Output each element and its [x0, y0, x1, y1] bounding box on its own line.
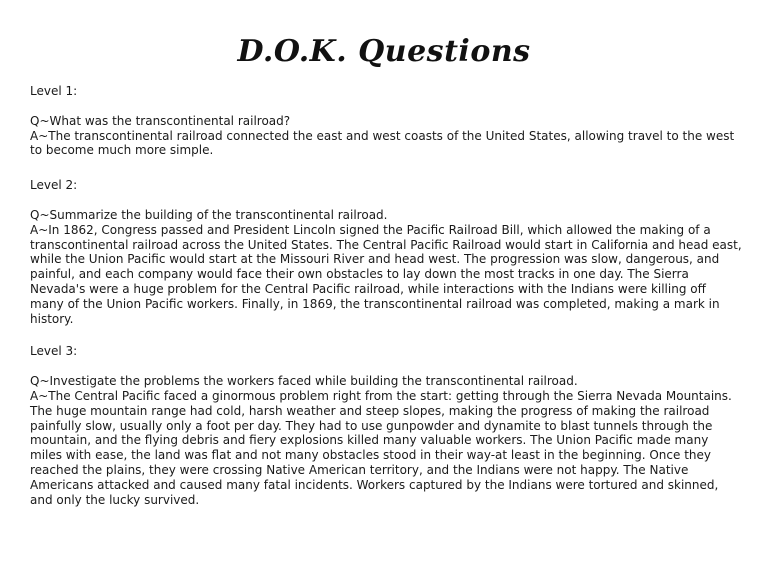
level-2-label: Level 2:: [30, 178, 78, 193]
level-3-label: Level 3:: [30, 344, 78, 359]
level-1-label: Level 1:: [30, 84, 78, 98]
level-3-question: Q~Investigate the problems the workers faced while building the transcontinental railroad.: [30, 374, 578, 389]
level-3-section: [30, 344, 742, 507]
level-1-section: [30, 84, 742, 158]
level-2-question: Q~Summarize the building of the transcontinental railroad.: [30, 207, 388, 222]
document-body: [30, 84, 742, 522]
level-1-answer: A~The transcontinental railroad connected the east and west coasts of the United States, allowing travel to the west to become much more simple.: [30, 128, 735, 158]
level-2-answer: A~In 1862, Congress passed and President Lincoln signed the Pacific Railroad Bill, which allowed the making of a transcontinental railroad across the United States. The Central Pacific Railroad would start in California and head east, while the Union Pacific would start at the Missouri River and head west. The progression was slow, dangerous, and painful, and each company would face their own obstacles to lay down the most tracks in one day. The Sierra Nevada's were a huge problem for the Central Pacific railroad, while interactions with the Indians were killing off many of the Union Pacific workers. Finally, in 1869, the transcontinental railroad was completed, making a mark in history.: [30, 222, 742, 326]
level-3-answer: A~The Central Pacific faced a ginormous problem right from the start: getting through the Sierra Nevada Mountains. The huge mountain range had cold, harsh weather and steep slopes, making the progress of making the railroad painfully slow, usually only a foot per day. They had to use gunpowder and dynamite to blast tunnels through the mountain, and the flying debris and fiery explosions killed many valuable workers. The Union Pacific made many miles with ease, the land was flat and not many obstacles stood in their way-at least in the beginning. Once they reached the plains, they were crossing Native American territory, and the Indians were not happy. The Native Americans attacked and caused many fatal incidents. Workers captured by the Indians were tortured and skinned, and only the lucky survived.: [30, 388, 732, 507]
page-title: D.O.K. Questions: [237, 34, 531, 69]
level-1-question: Q~What was the transcontinental railroad?: [30, 113, 291, 128]
level-2-section: [30, 178, 742, 326]
